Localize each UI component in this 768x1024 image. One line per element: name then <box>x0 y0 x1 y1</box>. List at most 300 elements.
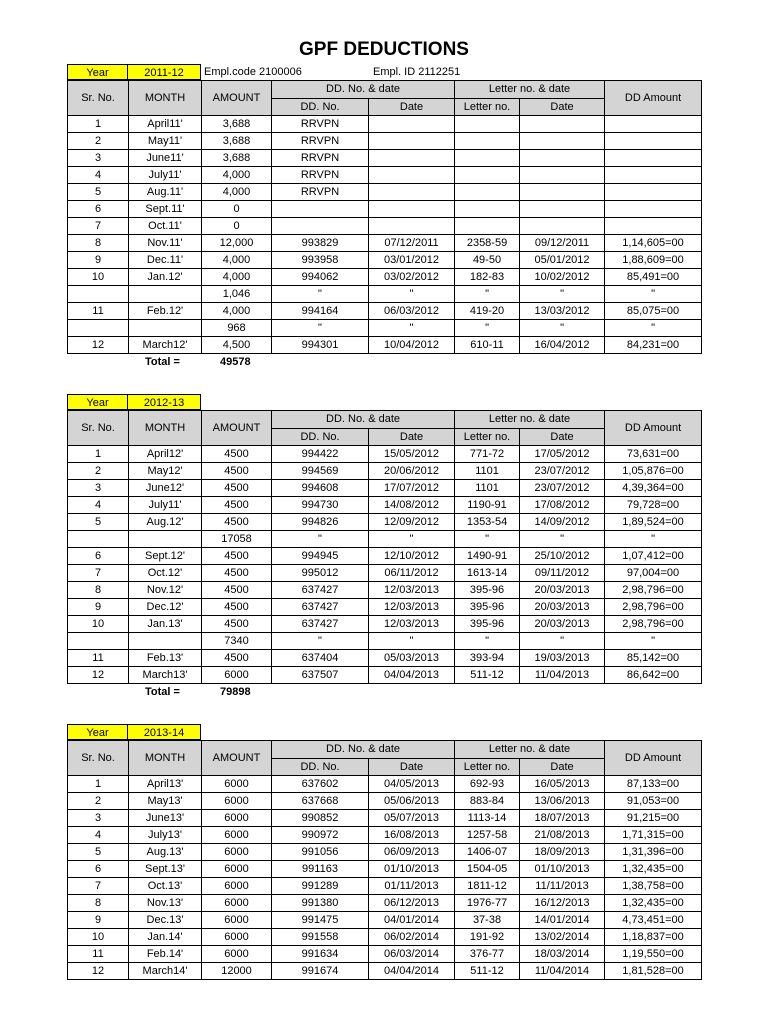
dd-amount-cell: 1,32,435=00 <box>605 861 702 878</box>
amount-cell: 968 <box>202 320 272 337</box>
month-cell: Dec.13' <box>129 912 202 929</box>
letter-no-cell: 2358-59 <box>455 235 520 252</box>
dd-amount-cell: 1,89,524=00 <box>605 514 702 531</box>
amount-header: AMOUNT <box>202 741 272 776</box>
dd-date-cell: 12/09/2012 <box>369 514 455 531</box>
dd-date-header: Date <box>369 98 455 116</box>
month-cell <box>129 286 202 303</box>
dd-date-cell: " <box>369 320 455 337</box>
deductions-table <box>67 740 702 980</box>
amount-cell: 12000 <box>202 963 272 980</box>
employee-code: Empl.code 2100006 <box>204 66 302 78</box>
dd-no-cell: 994826 <box>272 514 369 531</box>
month-cell: Sept.11' <box>129 201 202 218</box>
dd-date-cell <box>369 201 455 218</box>
month-cell: Oct.12' <box>129 565 202 582</box>
month-cell: Aug.12' <box>129 514 202 531</box>
table-row <box>68 497 702 514</box>
sr-no-cell: 8 <box>68 895 129 912</box>
table-row <box>68 548 702 565</box>
dd-no-cell: " <box>272 531 369 548</box>
table-row <box>68 167 702 184</box>
letter-no-header: Letter no. <box>455 428 520 446</box>
dd-no-cell: 990972 <box>272 827 369 844</box>
sr-no-cell: 8 <box>68 235 129 252</box>
dd-date-cell <box>369 167 455 184</box>
dd-date-header: Date <box>369 758 455 776</box>
dd-amount-cell <box>605 133 702 150</box>
dd-no-header: DD. No. <box>272 758 369 776</box>
year-value: 2012-13 <box>127 394 201 410</box>
dd-date-cell: " <box>369 531 455 548</box>
letter-no-cell <box>455 133 520 150</box>
letter-date-cell: " <box>520 531 605 548</box>
letter-date-cell: 11/04/2014 <box>520 963 605 980</box>
amount-cell: 4,000 <box>202 303 272 320</box>
letter-date-cell: 13/03/2012 <box>520 303 605 320</box>
dd-amount-cell: 79,728=00 <box>605 497 702 514</box>
dd-date-cell: 06/03/2012 <box>369 303 455 320</box>
table-row <box>68 116 702 133</box>
letter-no-cell: 511-12 <box>455 667 520 684</box>
dd-amount-cell: " <box>605 320 702 337</box>
letter-no-cell <box>455 218 520 235</box>
dd-group-header: DD. No. & date <box>272 741 455 759</box>
amount-cell: 6000 <box>202 810 272 827</box>
table-row <box>68 463 702 480</box>
dd-date-cell: " <box>369 286 455 303</box>
dd-no-cell: RRVPN <box>272 167 369 184</box>
month-cell: Feb.12' <box>129 303 202 320</box>
amount-cell: 4,000 <box>202 269 272 286</box>
month-header: MONTH <box>129 411 202 446</box>
table-row <box>68 776 702 793</box>
dd-amount-cell: " <box>605 531 702 548</box>
dd-amount-header: DD Amount <box>605 411 702 446</box>
gpf-year-section <box>67 724 701 980</box>
dd-no-cell: 993829 <box>272 235 369 252</box>
letter-group-header: Letter no. & date <box>455 411 605 429</box>
dd-no-cell: 994608 <box>272 480 369 497</box>
dd-date-cell: 16/08/2013 <box>369 827 455 844</box>
letter-date-header: Date <box>520 98 605 116</box>
amount-cell: 6000 <box>202 793 272 810</box>
amount-cell: 6000 <box>202 827 272 844</box>
header-row <box>68 81 702 99</box>
dd-date-cell: 15/05/2012 <box>369 446 455 463</box>
letter-date-cell <box>520 167 605 184</box>
dd-date-cell <box>369 133 455 150</box>
dd-amount-cell <box>605 116 702 133</box>
month-cell: April12' <box>129 446 202 463</box>
sr-no-cell: 6 <box>68 861 129 878</box>
dd-no-cell: 990852 <box>272 810 369 827</box>
dd-no-cell: 991380 <box>272 895 369 912</box>
amount-cell: 0 <box>202 201 272 218</box>
dd-amount-cell <box>605 150 702 167</box>
dd-amount-cell <box>605 218 702 235</box>
month-cell: Feb.14' <box>129 946 202 963</box>
total-label: Total = <box>145 356 180 368</box>
dd-date-cell: 17/07/2012 <box>369 480 455 497</box>
sr-no-cell: 10 <box>68 929 129 946</box>
dd-amount-cell: 1,71,315=00 <box>605 827 702 844</box>
dd-no-cell: 991674 <box>272 963 369 980</box>
month-cell: Nov.11' <box>129 235 202 252</box>
dd-date-cell <box>369 116 455 133</box>
dd-no-cell: 994422 <box>272 446 369 463</box>
month-cell: Feb.13' <box>129 650 202 667</box>
letter-no-cell <box>455 150 520 167</box>
dd-no-cell: 991475 <box>272 912 369 929</box>
table-row <box>68 133 702 150</box>
letter-no-cell: 49-50 <box>455 252 520 269</box>
dd-date-cell: 06/11/2012 <box>369 565 455 582</box>
table-row <box>68 252 702 269</box>
dd-amount-header: DD Amount <box>605 81 702 116</box>
month-cell: May13' <box>129 793 202 810</box>
letter-date-cell: 18/09/2013 <box>520 844 605 861</box>
amount-cell: 4500 <box>202 599 272 616</box>
dd-amount-cell: 4,73,451=00 <box>605 912 702 929</box>
month-cell: June12' <box>129 480 202 497</box>
amount-cell: 4500 <box>202 650 272 667</box>
dd-amount-cell: 73,631=00 <box>605 446 702 463</box>
sr-no-header: Sr. No. <box>68 741 129 776</box>
letter-no-cell: 1976-77 <box>455 895 520 912</box>
letter-no-cell: 1190-91 <box>455 497 520 514</box>
dd-no-cell: 995012 <box>272 565 369 582</box>
amount-cell: 12,000 <box>202 235 272 252</box>
dd-no-cell: 637404 <box>272 650 369 667</box>
table-row <box>68 582 702 599</box>
table-row <box>68 218 702 235</box>
amount-cell: 4,000 <box>202 184 272 201</box>
letter-date-cell: 11/04/2013 <box>520 667 605 684</box>
table-row <box>68 895 702 912</box>
amount-cell: 4500 <box>202 565 272 582</box>
table-row <box>68 337 702 354</box>
dd-no-header: DD. No. <box>272 98 369 116</box>
total-value: 79898 <box>220 686 251 698</box>
sr-no-cell: 2 <box>68 133 129 150</box>
dd-amount-cell <box>605 167 702 184</box>
letter-date-cell: 20/03/2013 <box>520 582 605 599</box>
letter-date-cell: 13/02/2014 <box>520 929 605 946</box>
dd-no-cell: 994062 <box>272 269 369 286</box>
letter-no-cell: 393-94 <box>455 650 520 667</box>
table-row <box>68 878 702 895</box>
dd-date-cell: 06/03/2014 <box>369 946 455 963</box>
letter-no-cell: 419-20 <box>455 303 520 320</box>
table-row <box>68 667 702 684</box>
letter-no-cell: 1406-07 <box>455 844 520 861</box>
month-cell: April13' <box>129 776 202 793</box>
amount-cell: 6000 <box>202 912 272 929</box>
sr-no-cell: 11 <box>68 650 129 667</box>
table-row <box>68 827 702 844</box>
sr-no-cell: 7 <box>68 218 129 235</box>
dd-date-cell: 06/02/2014 <box>369 929 455 946</box>
dd-no-cell: RRVPN <box>272 116 369 133</box>
deductions-table <box>67 410 702 684</box>
sr-no-header: Sr. No. <box>68 411 129 446</box>
letter-no-cell: 395-96 <box>455 582 520 599</box>
dd-date-cell: 05/06/2013 <box>369 793 455 810</box>
month-cell: Dec.12' <box>129 599 202 616</box>
amount-cell: 6000 <box>202 878 272 895</box>
header-row <box>68 741 702 759</box>
dd-date-cell: 07/12/2011 <box>369 235 455 252</box>
letter-group-header: Letter no. & date <box>455 741 605 759</box>
letter-date-cell: 16/04/2012 <box>520 337 605 354</box>
dd-date-cell: 12/10/2012 <box>369 548 455 565</box>
dd-no-cell: 991289 <box>272 878 369 895</box>
dd-date-cell: 01/11/2013 <box>369 878 455 895</box>
letter-no-cell <box>455 167 520 184</box>
table-row <box>68 184 702 201</box>
letter-date-cell: 19/03/2013 <box>520 650 605 667</box>
letter-no-cell: 771-72 <box>455 446 520 463</box>
amount-cell: 3,688 <box>202 150 272 167</box>
dd-amount-cell: 2,98,796=00 <box>605 616 702 633</box>
letter-no-cell: 1257-58 <box>455 827 520 844</box>
year-label: Year <box>67 394 128 410</box>
month-cell: Sept.13' <box>129 861 202 878</box>
dd-no-cell: 637427 <box>272 599 369 616</box>
letter-date-cell: 25/10/2012 <box>520 548 605 565</box>
table-row <box>68 929 702 946</box>
dd-date-cell: 14/08/2012 <box>369 497 455 514</box>
letter-date-cell: 21/08/2013 <box>520 827 605 844</box>
dd-date-cell <box>369 218 455 235</box>
dd-amount-cell: 1,31,396=00 <box>605 844 702 861</box>
dd-amount-cell: 4,39,364=00 <box>605 480 702 497</box>
dd-no-cell: 994301 <box>272 337 369 354</box>
amount-cell: 0 <box>202 218 272 235</box>
dd-amount-cell: 1,32,435=00 <box>605 895 702 912</box>
dd-no-cell: RRVPN <box>272 133 369 150</box>
letter-no-cell <box>455 116 520 133</box>
amount-cell: 6000 <box>202 929 272 946</box>
sr-no-cell: 10 <box>68 269 129 286</box>
letter-date-cell: 23/07/2012 <box>520 480 605 497</box>
month-cell: March13' <box>129 667 202 684</box>
month-cell: April11' <box>129 116 202 133</box>
letter-no-cell: 395-96 <box>455 599 520 616</box>
dd-date-cell: 01/10/2013 <box>369 861 455 878</box>
table-row <box>68 912 702 929</box>
letter-no-cell: 1504-05 <box>455 861 520 878</box>
dd-no-header: DD. No. <box>272 428 369 446</box>
dd-amount-cell: 84,231=00 <box>605 337 702 354</box>
amount-cell: 4,500 <box>202 337 272 354</box>
month-cell: Jan.12' <box>129 269 202 286</box>
year-info-row <box>67 724 701 740</box>
table-row <box>68 320 702 337</box>
gpf-year-section <box>67 394 701 700</box>
dd-no-cell: 994164 <box>272 303 369 320</box>
letter-group-header: Letter no. & date <box>455 81 605 99</box>
sr-no-cell: 6 <box>68 201 129 218</box>
letter-no-cell <box>455 201 520 218</box>
dd-amount-cell <box>605 201 702 218</box>
dd-amount-cell: 97,004=00 <box>605 565 702 582</box>
dd-date-cell: 20/06/2012 <box>369 463 455 480</box>
dd-no-cell: 993958 <box>272 252 369 269</box>
amount-cell: 6000 <box>202 776 272 793</box>
letter-no-cell: 610-11 <box>455 337 520 354</box>
table-row <box>68 201 702 218</box>
dd-date-cell: 04/05/2013 <box>369 776 455 793</box>
month-cell <box>129 531 202 548</box>
dd-amount-cell: 2,98,796=00 <box>605 599 702 616</box>
amount-cell: 4500 <box>202 480 272 497</box>
year-label: Year <box>67 64 128 80</box>
dd-amount-cell: 1,81,528=00 <box>605 963 702 980</box>
month-cell: July13' <box>129 827 202 844</box>
dd-no-cell: 994945 <box>272 548 369 565</box>
letter-date-cell: 09/11/2012 <box>520 565 605 582</box>
table-row <box>68 844 702 861</box>
dd-no-cell: " <box>272 633 369 650</box>
amount-header: AMOUNT <box>202 411 272 446</box>
sr-no-cell: 8 <box>68 582 129 599</box>
letter-date-cell: " <box>520 286 605 303</box>
letter-no-cell: 1101 <box>455 463 520 480</box>
month-cell: Oct.13' <box>129 878 202 895</box>
letter-no-cell: 1613-14 <box>455 565 520 582</box>
sr-no-header: Sr. No. <box>68 81 129 116</box>
month-cell <box>129 320 202 337</box>
year-info-row <box>67 394 701 410</box>
dd-amount-cell: 1,38,758=00 <box>605 878 702 895</box>
table-row <box>68 861 702 878</box>
deductions-table <box>67 80 702 354</box>
letter-date-header: Date <box>520 758 605 776</box>
table-row <box>68 235 702 252</box>
sr-no-cell: 2 <box>68 463 129 480</box>
dd-amount-cell: 86,642=00 <box>605 667 702 684</box>
dd-amount-cell: 85,075=00 <box>605 303 702 320</box>
letter-no-cell: " <box>455 531 520 548</box>
dd-date-cell: 04/04/2014 <box>369 963 455 980</box>
letter-no-cell: 182-83 <box>455 269 520 286</box>
letter-date-cell <box>520 184 605 201</box>
sr-no-cell: 7 <box>68 878 129 895</box>
dd-no-cell: 637427 <box>272 582 369 599</box>
sr-no-cell: 1 <box>68 776 129 793</box>
dd-amount-cell: 1,14,605=00 <box>605 235 702 252</box>
dd-date-cell: 03/02/2012 <box>369 269 455 286</box>
table-row <box>68 599 702 616</box>
dd-date-cell: 04/04/2013 <box>369 667 455 684</box>
letter-no-cell: 37-38 <box>455 912 520 929</box>
amount-cell: 4,000 <box>202 167 272 184</box>
amount-cell: 4500 <box>202 582 272 599</box>
amount-cell: 1,046 <box>202 286 272 303</box>
dd-no-cell: 994569 <box>272 463 369 480</box>
dd-date-cell: 05/07/2013 <box>369 810 455 827</box>
letter-no-cell: 1490-91 <box>455 548 520 565</box>
dd-group-header: DD. No. & date <box>272 81 455 99</box>
dd-amount-cell: 1,05,876=00 <box>605 463 702 480</box>
sr-no-cell <box>68 286 129 303</box>
amount-cell: 6000 <box>202 667 272 684</box>
month-cell: Nov.12' <box>129 582 202 599</box>
letter-date-cell: 10/02/2012 <box>520 269 605 286</box>
letter-no-cell: 191-92 <box>455 929 520 946</box>
sr-no-cell: 11 <box>68 946 129 963</box>
sr-no-cell: 4 <box>68 497 129 514</box>
letter-no-cell: 1353-54 <box>455 514 520 531</box>
year-info-row <box>67 64 701 80</box>
sr-no-cell: 9 <box>68 599 129 616</box>
letter-date-cell: 11/11/2013 <box>520 878 605 895</box>
amount-cell: 7340 <box>202 633 272 650</box>
sr-no-cell: 5 <box>68 844 129 861</box>
dd-amount-cell: 87,133=00 <box>605 776 702 793</box>
amount-cell: 3,688 <box>202 116 272 133</box>
table-row <box>68 793 702 810</box>
dd-date-cell <box>369 184 455 201</box>
sr-no-cell: 9 <box>68 912 129 929</box>
sr-no-cell: 4 <box>68 167 129 184</box>
month-cell: Jan.13' <box>129 616 202 633</box>
dd-no-cell: RRVPN <box>272 150 369 167</box>
letter-no-cell: 883-84 <box>455 793 520 810</box>
table-row <box>68 303 702 320</box>
sr-no-cell <box>68 320 129 337</box>
letter-no-cell: " <box>455 286 520 303</box>
month-cell: July11' <box>129 497 202 514</box>
letter-date-cell: 13/06/2013 <box>520 793 605 810</box>
dd-no-cell <box>272 201 369 218</box>
total-value: 49578 <box>220 356 251 368</box>
dd-amount-cell: 1,19,550=00 <box>605 946 702 963</box>
letter-date-cell: 16/05/2013 <box>520 776 605 793</box>
month-cell: July11' <box>129 167 202 184</box>
table-row <box>68 269 702 286</box>
letter-date-cell: 14/01/2014 <box>520 912 605 929</box>
dd-no-cell: " <box>272 320 369 337</box>
dd-date-cell: 03/01/2012 <box>369 252 455 269</box>
sr-no-cell: 4 <box>68 827 129 844</box>
letter-date-cell <box>520 116 605 133</box>
sr-no-cell: 12 <box>68 667 129 684</box>
amount-cell: 6000 <box>202 861 272 878</box>
total-row <box>67 354 701 370</box>
month-cell: March14' <box>129 963 202 980</box>
table-row <box>68 650 702 667</box>
dd-no-cell: " <box>272 286 369 303</box>
table-row <box>68 963 702 980</box>
sr-no-cell: 3 <box>68 480 129 497</box>
month-cell: Dec.11' <box>129 252 202 269</box>
table-row <box>68 616 702 633</box>
sr-no-cell: 1 <box>68 116 129 133</box>
dd-date-cell: 12/03/2013 <box>369 582 455 599</box>
sr-no-cell <box>68 633 129 650</box>
dd-no-cell: 637602 <box>272 776 369 793</box>
table-row <box>68 565 702 582</box>
sr-no-cell: 12 <box>68 963 129 980</box>
sr-no-cell: 10 <box>68 616 129 633</box>
total-row <box>67 684 701 700</box>
amount-cell: 4500 <box>202 446 272 463</box>
table-row <box>68 150 702 167</box>
month-cell: March12' <box>129 337 202 354</box>
